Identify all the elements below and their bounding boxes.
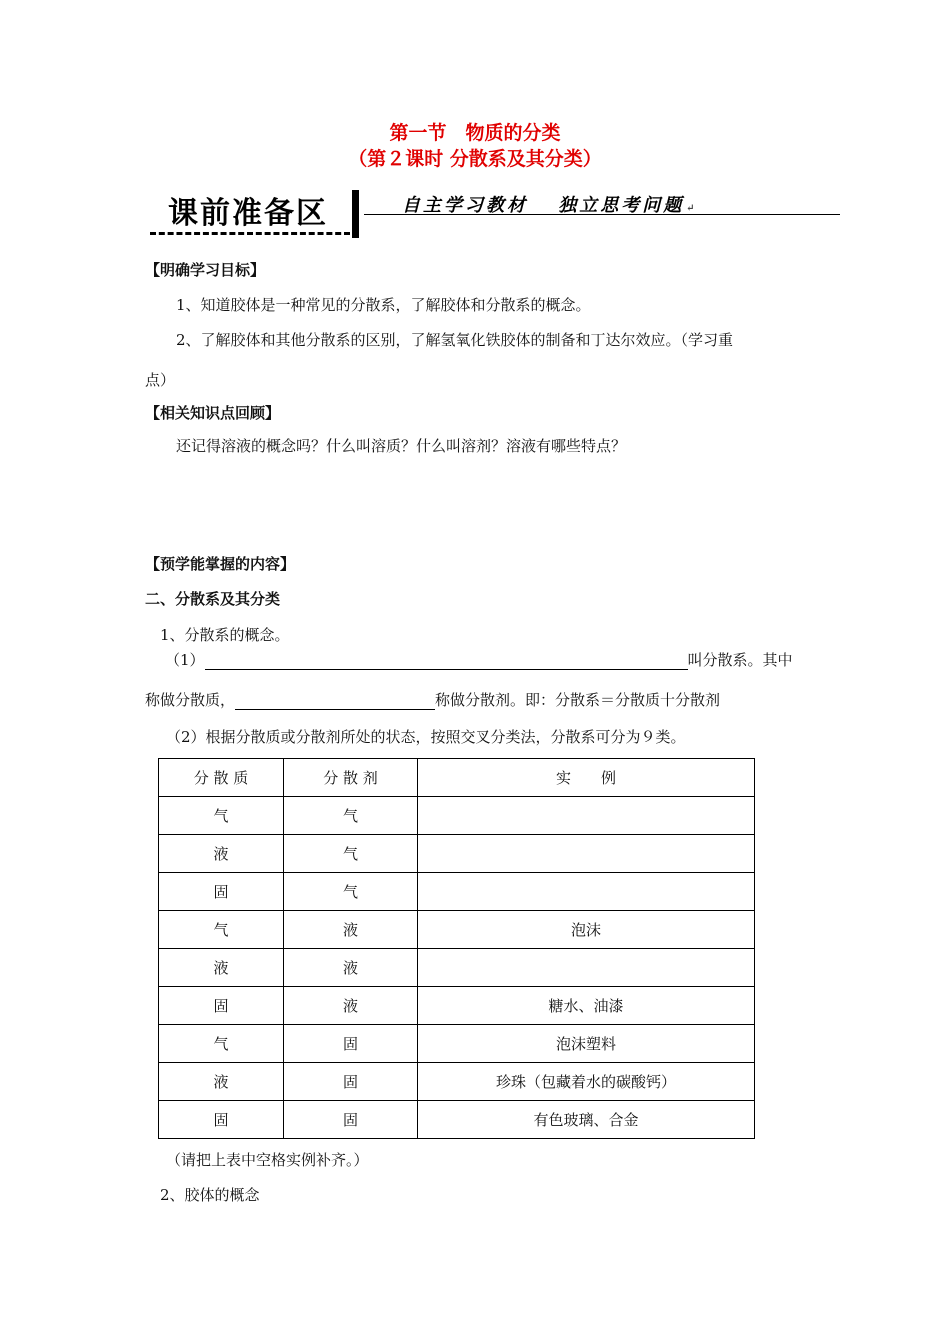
review-question: 还记得溶液的概念吗？什么叫溶质？什么叫溶剂？溶液有哪些特点？ <box>176 437 627 455</box>
answer-blank-2[interactable] <box>235 693 435 710</box>
table-row <box>159 949 755 987</box>
cell-phase: 气 <box>159 797 284 835</box>
cell-medium: 固 <box>284 1063 418 1101</box>
preview-subheading: 二、分散系及其分类 <box>145 590 281 608</box>
cell-medium: 液 <box>284 949 418 987</box>
goal-item-2-continued: 点） <box>145 371 176 389</box>
fill-line-1-prefix: （1） <box>165 651 205 669</box>
table-row <box>159 835 755 873</box>
goal-item-1: 1、知道胶体是一种常见的分散系，了解胶体和分散系的概念。 <box>176 296 591 314</box>
preview-point-2: （2）根据分散质或分散剂所处的状态，按照交叉分类法，分散系可分为９类。 <box>166 728 686 746</box>
goals-heading: 【明确学习目标】 <box>145 261 266 279</box>
cell-phase: 气 <box>159 911 284 949</box>
goal-item-2: 2、了解胶体和其他分散系的区别，了解氢氧化铁胶体的制备和丁达尔效应。（学习重 <box>176 331 734 349</box>
cell-example: 糖水、油漆 <box>418 987 755 1025</box>
preview-point-1: 1、分散系的概念。 <box>160 626 290 644</box>
cell-example: 有色玻璃、合金 <box>418 1101 755 1139</box>
cell-phase: 液 <box>159 949 284 987</box>
return-mark-icon: ↵ <box>686 203 698 214</box>
cell-phase: 固 <box>159 1101 284 1139</box>
cell-phase: 固 <box>159 873 284 911</box>
fill-line-1 <box>165 650 793 670</box>
table-row <box>159 987 755 1025</box>
table-row <box>159 797 755 835</box>
table-row <box>159 873 755 911</box>
table-header-row <box>159 759 755 797</box>
fill-line-2-suffix: 称做分散剂。即：分散系＝分散质十分散剂 <box>435 691 721 709</box>
title-line-1: 第一节 物质的分类 <box>389 122 561 144</box>
dispersion-system-table <box>158 758 755 1139</box>
banner-rule <box>364 214 840 215</box>
header-examples: 实 例 <box>418 759 755 797</box>
cell-medium: 固 <box>284 1025 418 1063</box>
table-row <box>159 1101 755 1139</box>
preview-heading: 【预学能掌握的内容】 <box>145 555 296 573</box>
cell-example[interactable] <box>418 949 755 987</box>
table-row <box>159 1025 755 1063</box>
cell-example: 珍珠（包藏着水的碳酸钙） <box>418 1063 755 1101</box>
cell-example: 泡沫塑料 <box>418 1025 755 1063</box>
cell-example[interactable] <box>418 835 755 873</box>
cell-phase: 液 <box>159 1063 284 1101</box>
fill-line-2-prefix: 称做分散质， <box>145 691 236 709</box>
cell-medium: 气 <box>284 835 418 873</box>
review-heading: 【相关知识点回顾】 <box>145 404 281 422</box>
table-row <box>159 1063 755 1101</box>
cell-medium: 液 <box>284 987 418 1025</box>
cell-phase: 液 <box>159 835 284 873</box>
header-dispersed-phase: 分 散 质 <box>159 759 284 797</box>
cell-medium: 固 <box>284 1101 418 1139</box>
fill-line-1-suffix: 叫分散系。其中 <box>687 651 793 669</box>
cell-medium: 液 <box>284 911 418 949</box>
cell-phase: 固 <box>159 987 284 1025</box>
banner-divider-bar <box>352 190 359 238</box>
cell-example[interactable] <box>418 873 755 911</box>
table-note: （请把上表中空格实例补齐。） <box>166 1151 369 1169</box>
cell-phase: 气 <box>159 1025 284 1063</box>
title-line-2: （第２课时 分散系及其分类） <box>348 148 602 170</box>
banner-slogan-text: 自主学习教材 独立思考问题 <box>402 195 685 216</box>
table-row <box>159 911 755 949</box>
header-dispersion-medium: 分 散 剂 <box>284 759 418 797</box>
cell-example: 泡沫 <box>418 911 755 949</box>
banner-label: 课前准备区 <box>168 196 328 231</box>
cell-medium: 气 <box>284 873 418 911</box>
cell-medium: 气 <box>284 797 418 835</box>
banner-dashed-underline <box>150 232 350 235</box>
colloid-concept-heading: 2、胶体的概念 <box>160 1186 260 1204</box>
cell-example[interactable] <box>418 797 755 835</box>
answer-blank-1[interactable] <box>205 653 688 670</box>
fill-line-2 <box>145 690 720 710</box>
